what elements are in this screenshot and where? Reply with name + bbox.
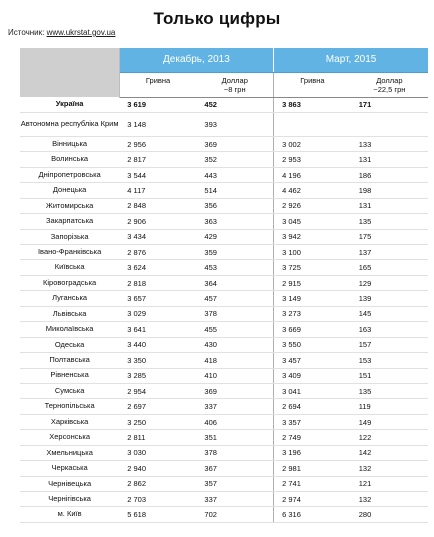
uah-2015-cell: 3 863 [274, 97, 351, 112]
uah-2013-cell: 2 818 [119, 275, 196, 290]
uah-2013-cell: 2 906 [119, 214, 196, 229]
page-title: Только цифры [153, 9, 281, 28]
uah-2015-cell [274, 112, 351, 136]
region-cell: Запорізька [20, 229, 119, 244]
usd-2015-cell: 171 [351, 97, 428, 112]
usd-2013-cell: 406 [196, 414, 273, 429]
usd-2015-cell: 142 [351, 445, 428, 460]
uah-2013-cell: 3 544 [119, 167, 196, 182]
uah-2013-cell: 3 250 [119, 414, 196, 429]
uah-2013-cell: 3 619 [119, 97, 196, 112]
usd-2013-cell: 359 [196, 245, 273, 260]
uah-2015-cell: 2 741 [274, 476, 351, 491]
table-row [20, 245, 428, 260]
uah-2015-cell: 3 942 [274, 229, 351, 244]
table-row [20, 507, 428, 522]
usd-2013-cell: 430 [196, 337, 273, 352]
region-cell: Тернопільська [20, 399, 119, 414]
usd-2015-cell: 119 [351, 399, 428, 414]
usd-2013-cell: 357 [196, 476, 273, 491]
uah-2013-cell: 3 641 [119, 322, 196, 337]
uah-2015-cell: 3 457 [274, 353, 351, 368]
usd-2013-cell: 378 [196, 445, 273, 460]
usd-2015-cell: 139 [351, 291, 428, 306]
uah-2015-cell: 6 316 [274, 507, 351, 522]
usd-2013-cell: 443 [196, 167, 273, 182]
region-cell: Автономна республіка Крим [20, 112, 119, 136]
table-row [20, 476, 428, 491]
usd-2013-cell: 363 [196, 214, 273, 229]
table-row [20, 275, 428, 290]
region-cell: Полтавська [20, 353, 119, 368]
region-cell: Миколаївська [20, 322, 119, 337]
usd-2013-cell: 378 [196, 306, 273, 321]
uah-2013-cell: 3 148 [119, 112, 196, 136]
usd-2015-cell: 186 [351, 167, 428, 182]
uah-2013-cell: 2 848 [119, 198, 196, 213]
table-row [20, 167, 428, 182]
table-row [20, 337, 428, 352]
table-row [20, 399, 428, 414]
usd-2013-cell: 337 [196, 492, 273, 507]
col-header-usd-2015: Доллар ~22,5 грн [351, 72, 428, 97]
uah-2015-cell: 4 196 [274, 167, 351, 182]
usd-2013-cell: 369 [196, 136, 273, 151]
region-cell: Сумська [20, 383, 119, 398]
table-row [20, 353, 428, 368]
uah-2013-cell: 2 697 [119, 399, 196, 414]
usd-2013-cell: 352 [196, 152, 273, 167]
usd-2015-cell: 175 [351, 229, 428, 244]
source-line [8, 28, 115, 37]
uah-2013-cell: 3 030 [119, 445, 196, 460]
table-row [20, 461, 428, 476]
usd-2013-cell: 457 [196, 291, 273, 306]
region-cell: Івано-Франківська [20, 245, 119, 260]
uah-2015-cell: 3 100 [274, 245, 351, 260]
region-cell: Закарпатська [20, 214, 119, 229]
usd-2013-cell: 452 [196, 97, 273, 112]
uah-2013-cell: 5 618 [119, 507, 196, 522]
usd-2013-cell: 369 [196, 383, 273, 398]
uah-2015-cell: 2 974 [274, 492, 351, 507]
table-row [20, 368, 428, 383]
region-cell: Чернігівська [20, 492, 119, 507]
usd-2013-cell: 356 [196, 198, 273, 213]
usd-2013-cell: 429 [196, 229, 273, 244]
usd-2015-cell: 157 [351, 337, 428, 352]
col-header-uah-2013: Гривна [119, 72, 196, 97]
region-cell: м. Київ [20, 507, 119, 522]
usd-2015-cell: 149 [351, 414, 428, 429]
uah-2015-cell: 3 669 [274, 322, 351, 337]
usd-2013-cell: 702 [196, 507, 273, 522]
uah-2013-cell: 3 350 [119, 353, 196, 368]
wages-table [20, 48, 428, 523]
region-cell: Харківська [20, 414, 119, 429]
usd-2013-cell: 418 [196, 353, 273, 368]
usd-2013-cell: 514 [196, 183, 273, 198]
uah-2013-cell: 3 029 [119, 306, 196, 321]
uah-2013-cell: 2 817 [119, 152, 196, 167]
uah-2015-cell: 3 041 [274, 383, 351, 398]
uah-2013-cell: 3 434 [119, 229, 196, 244]
region-cell: Рівненська [20, 368, 119, 383]
usd-2013-cell: 367 [196, 461, 273, 476]
usd-2015-cell: 122 [351, 430, 428, 445]
region-cell: Житомирська [20, 198, 119, 213]
table-row [20, 306, 428, 321]
period-header-2013: Декабрь, 2013 [119, 48, 273, 72]
uah-2015-cell: 3 725 [274, 260, 351, 275]
uah-2013-cell: 4 117 [119, 183, 196, 198]
uah-2015-cell: 3 273 [274, 306, 351, 321]
period-header-2015: Март, 2015 [274, 48, 428, 72]
usd-2013-cell: 364 [196, 275, 273, 290]
usd-2015-cell: 163 [351, 322, 428, 337]
region-cell: Україна [20, 97, 119, 112]
usd-2013-cell: 393 [196, 112, 273, 136]
uah-2013-cell: 2 956 [119, 136, 196, 151]
uah-2013-cell: 3 285 [119, 368, 196, 383]
uah-2013-cell: 2 954 [119, 383, 196, 398]
header-corner [20, 48, 119, 97]
region-cell: Кіровоградська [20, 275, 119, 290]
source-label: Источник: [8, 28, 45, 37]
uah-2015-cell: 2 915 [274, 275, 351, 290]
uah-2015-cell: 3 409 [274, 368, 351, 383]
table-row [20, 322, 428, 337]
table-row [20, 198, 428, 213]
region-cell: Херсонська [20, 430, 119, 445]
usd-2015-cell: 132 [351, 461, 428, 476]
uah-2015-cell: 3 357 [274, 414, 351, 429]
source-link[interactable]: www.ukrstat.gov.ua [46, 28, 116, 37]
uah-2015-cell: 3 149 [274, 291, 351, 306]
table-row [20, 430, 428, 445]
uah-2015-cell: 2 981 [274, 461, 351, 476]
uah-2013-cell: 2 703 [119, 492, 196, 507]
table-row [20, 97, 428, 112]
table-row [20, 183, 428, 198]
usd-2013-cell: 351 [196, 430, 273, 445]
usd-2015-cell [351, 112, 428, 136]
region-cell: Волинська [20, 152, 119, 167]
usd-2015-cell: 153 [351, 353, 428, 368]
uah-2013-cell: 3 624 [119, 260, 196, 275]
table-row [20, 445, 428, 460]
usd-2015-cell: 135 [351, 383, 428, 398]
table-row [20, 229, 428, 244]
region-cell: Черкаська [20, 461, 119, 476]
uah-2015-cell: 3 045 [274, 214, 351, 229]
uah-2015-cell: 2 926 [274, 198, 351, 213]
usd-2015-cell: 135 [351, 214, 428, 229]
uah-2013-cell: 2 811 [119, 430, 196, 445]
usd-2015-cell: 133 [351, 136, 428, 151]
table-row [20, 112, 428, 136]
uah-2013-cell: 3 440 [119, 337, 196, 352]
region-cell: Хмельницька [20, 445, 119, 460]
usd-2013-cell: 453 [196, 260, 273, 275]
table-row [20, 383, 428, 398]
region-cell: Донецька [20, 183, 119, 198]
usd-2015-cell: 129 [351, 275, 428, 290]
uah-2015-cell: 2 749 [274, 430, 351, 445]
usd-2015-cell: 137 [351, 245, 428, 260]
usd-2015-cell: 151 [351, 368, 428, 383]
region-cell: Дніпропетровська [20, 167, 119, 182]
region-cell: Чернівецька [20, 476, 119, 491]
usd-2015-cell: 121 [351, 476, 428, 491]
region-cell: Вінницька [20, 136, 119, 151]
usd-2015-cell: 131 [351, 152, 428, 167]
table-row [20, 136, 428, 151]
uah-2013-cell: 2 876 [119, 245, 196, 260]
uah-2015-cell: 4 462 [274, 183, 351, 198]
uah-2015-cell: 2 953 [274, 152, 351, 167]
uah-2015-cell: 3 550 [274, 337, 351, 352]
usd-2015-cell: 145 [351, 306, 428, 321]
table-row [20, 291, 428, 306]
col-header-usd-2013: Доллар ~8 грн [196, 72, 273, 97]
uah-2015-cell: 3 196 [274, 445, 351, 460]
usd-2013-cell: 337 [196, 399, 273, 414]
table-body [20, 97, 428, 522]
usd-2015-cell: 165 [351, 260, 428, 275]
col-header-uah-2015: Гривна [274, 72, 351, 97]
table-row [20, 260, 428, 275]
uah-2015-cell: 3 002 [274, 136, 351, 151]
uah-2013-cell: 3 657 [119, 291, 196, 306]
uah-2013-cell: 2 940 [119, 461, 196, 476]
region-cell: Київська [20, 260, 119, 275]
table-row [20, 152, 428, 167]
usd-2013-cell: 455 [196, 322, 273, 337]
usd-2015-cell: 198 [351, 183, 428, 198]
table-row [20, 414, 428, 429]
region-cell: Одеська [20, 337, 119, 352]
usd-2015-cell: 280 [351, 507, 428, 522]
table-row [20, 492, 428, 507]
uah-2015-cell: 2 694 [274, 399, 351, 414]
usd-2013-cell: 410 [196, 368, 273, 383]
region-cell: Львівська [20, 306, 119, 321]
usd-2015-cell: 132 [351, 492, 428, 507]
usd-2015-cell: 131 [351, 198, 428, 213]
uah-2013-cell: 2 862 [119, 476, 196, 491]
table-row [20, 214, 428, 229]
region-cell: Луганська [20, 291, 119, 306]
